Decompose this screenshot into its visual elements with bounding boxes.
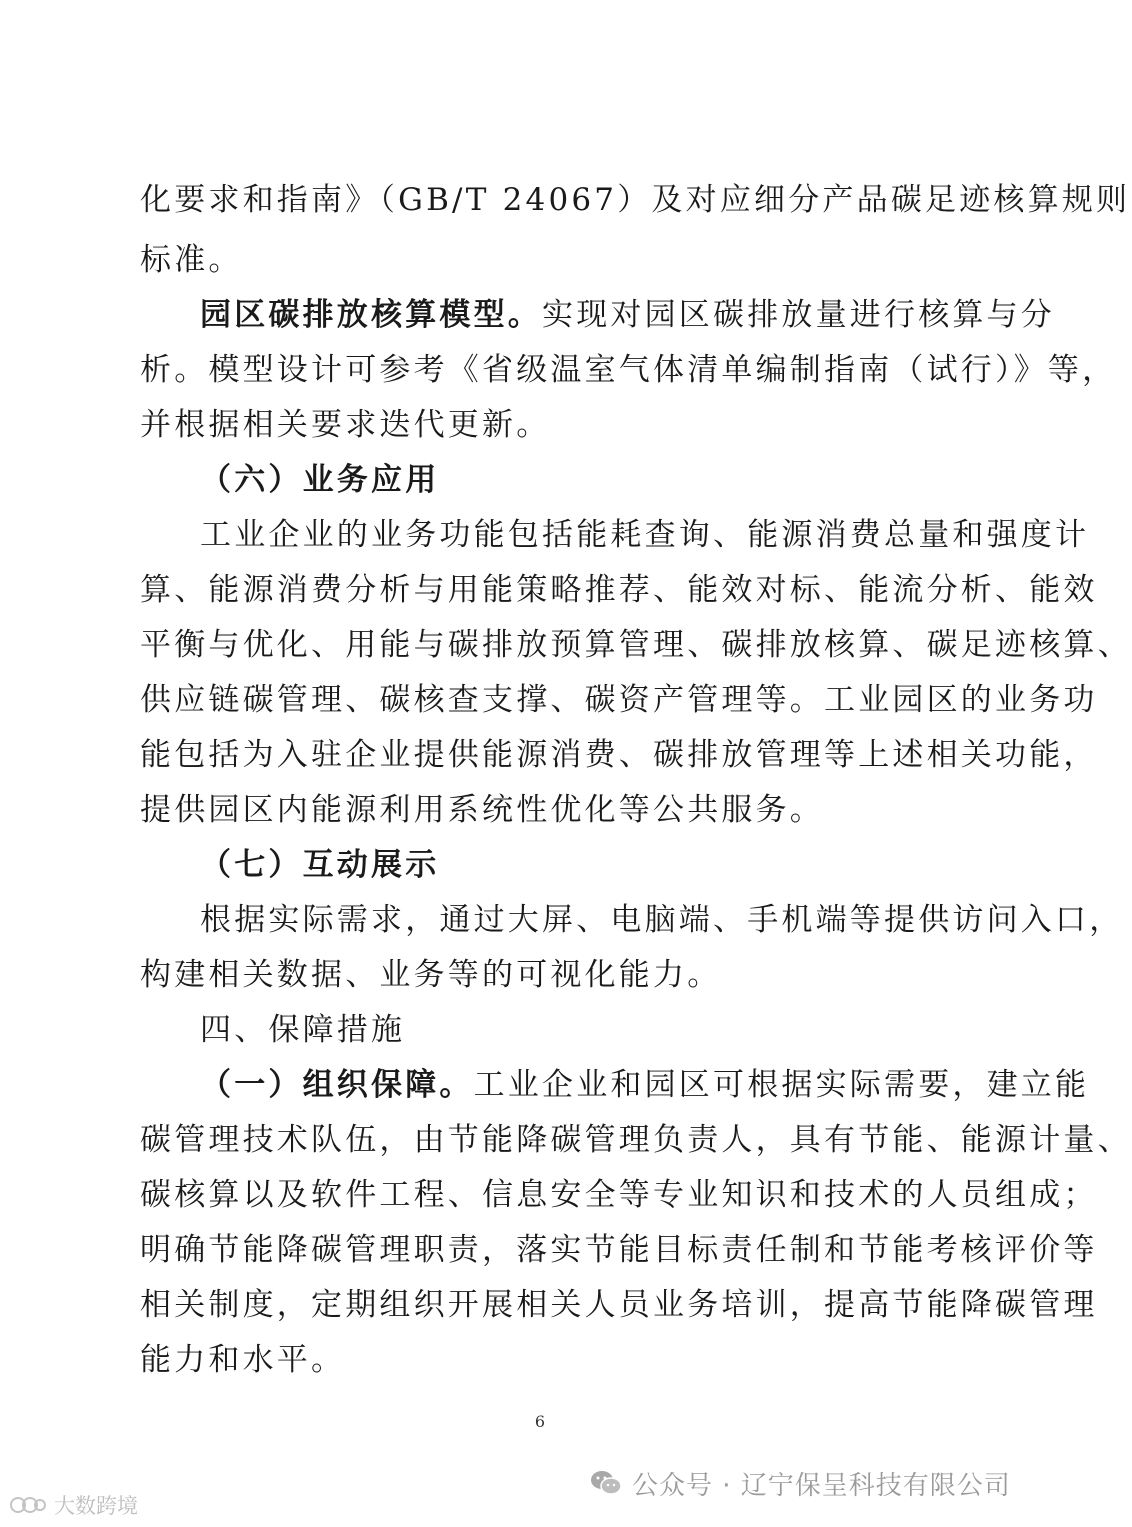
- text-line: 碳核算以及软件工程、信息安全等专业知识和技术的人员组成；: [140, 1177, 1098, 1213]
- wechat-account-text: 公众号 · 辽宁保呈科技有限公司: [632, 1470, 1011, 1501]
- text-line: 供应链碳管理、碳核查支撑、碳资产管理等。工业园区的业务功: [140, 682, 1098, 718]
- wechat-watermark: [590, 1465, 1011, 1501]
- text-line: 工业企业的业务功能包括能耗查询、能源消费总量和强度计: [200, 517, 1090, 553]
- section-label-carbon-model: 园区碳排放核算模型。: [200, 297, 542, 333]
- text-line: 构建相关数据、业务等的可视化能力。: [140, 957, 722, 993]
- text-line: 标准。: [140, 242, 243, 278]
- paragraph-org-guarantee: [200, 1065, 1090, 1105]
- text-line: 析。模型设计可参考《省级温室气体清单编制指南（试行）》等，: [140, 352, 1117, 388]
- text-line: 化要求和指南》（GB/T 24067）及对应细分产品碳足迹核算规则: [140, 182, 1131, 218]
- page-number: 6: [534, 1412, 546, 1431]
- section-heading-safeguards: 四、保障措施: [200, 1012, 406, 1048]
- section-heading-interactive-display: （七）互动展示: [200, 847, 440, 883]
- text-line: 平衡与优化、用能与碳排放预算管理、碳排放核算、碳足迹核算、: [140, 627, 1132, 663]
- text-line: 提供园区内能源利用系统性优化等公共服务。: [140, 792, 824, 828]
- text-line: 明确节能降碳管理职责，落实节能目标责任制和节能考核评价等: [140, 1232, 1098, 1268]
- wechat-icon: [590, 1469, 622, 1497]
- site-logo-icon: [8, 1495, 48, 1515]
- text-run: 工业企业和园区可根据实际需要，建立能: [473, 1067, 1090, 1103]
- text-line: 相关制度，定期组织开展相关人员业务培训，提高节能降碳管理: [140, 1287, 1098, 1323]
- text-line: 能包括为入驻企业提供能源消费、碳排放管理等上述相关功能，: [140, 737, 1098, 773]
- text-line: 算、能源消费分析与用能策略推荐、能效对标、能流分析、能效: [140, 572, 1098, 608]
- paragraph-carbon-model: [200, 295, 1055, 335]
- site-name-text: 大数跨境: [54, 1494, 138, 1518]
- site-watermark: [8, 1490, 138, 1520]
- section-label-org-guarantee: （一）组织保障。: [200, 1067, 474, 1103]
- text-run: 实现对园区碳排放量进行核算与分: [542, 297, 1055, 333]
- text-line: 并根据相关要求迭代更新。: [140, 407, 551, 443]
- section-heading-business-app: （六）业务应用: [200, 462, 440, 498]
- text-line: 能力和水平。: [140, 1342, 346, 1378]
- text-line: 根据实际需求，通过大屏、电脑端、手机端等提供访问入口，: [200, 902, 1124, 938]
- text-line: 碳管理技术队伍，由节能降碳管理负责人，具有节能、能源计量、: [140, 1122, 1132, 1158]
